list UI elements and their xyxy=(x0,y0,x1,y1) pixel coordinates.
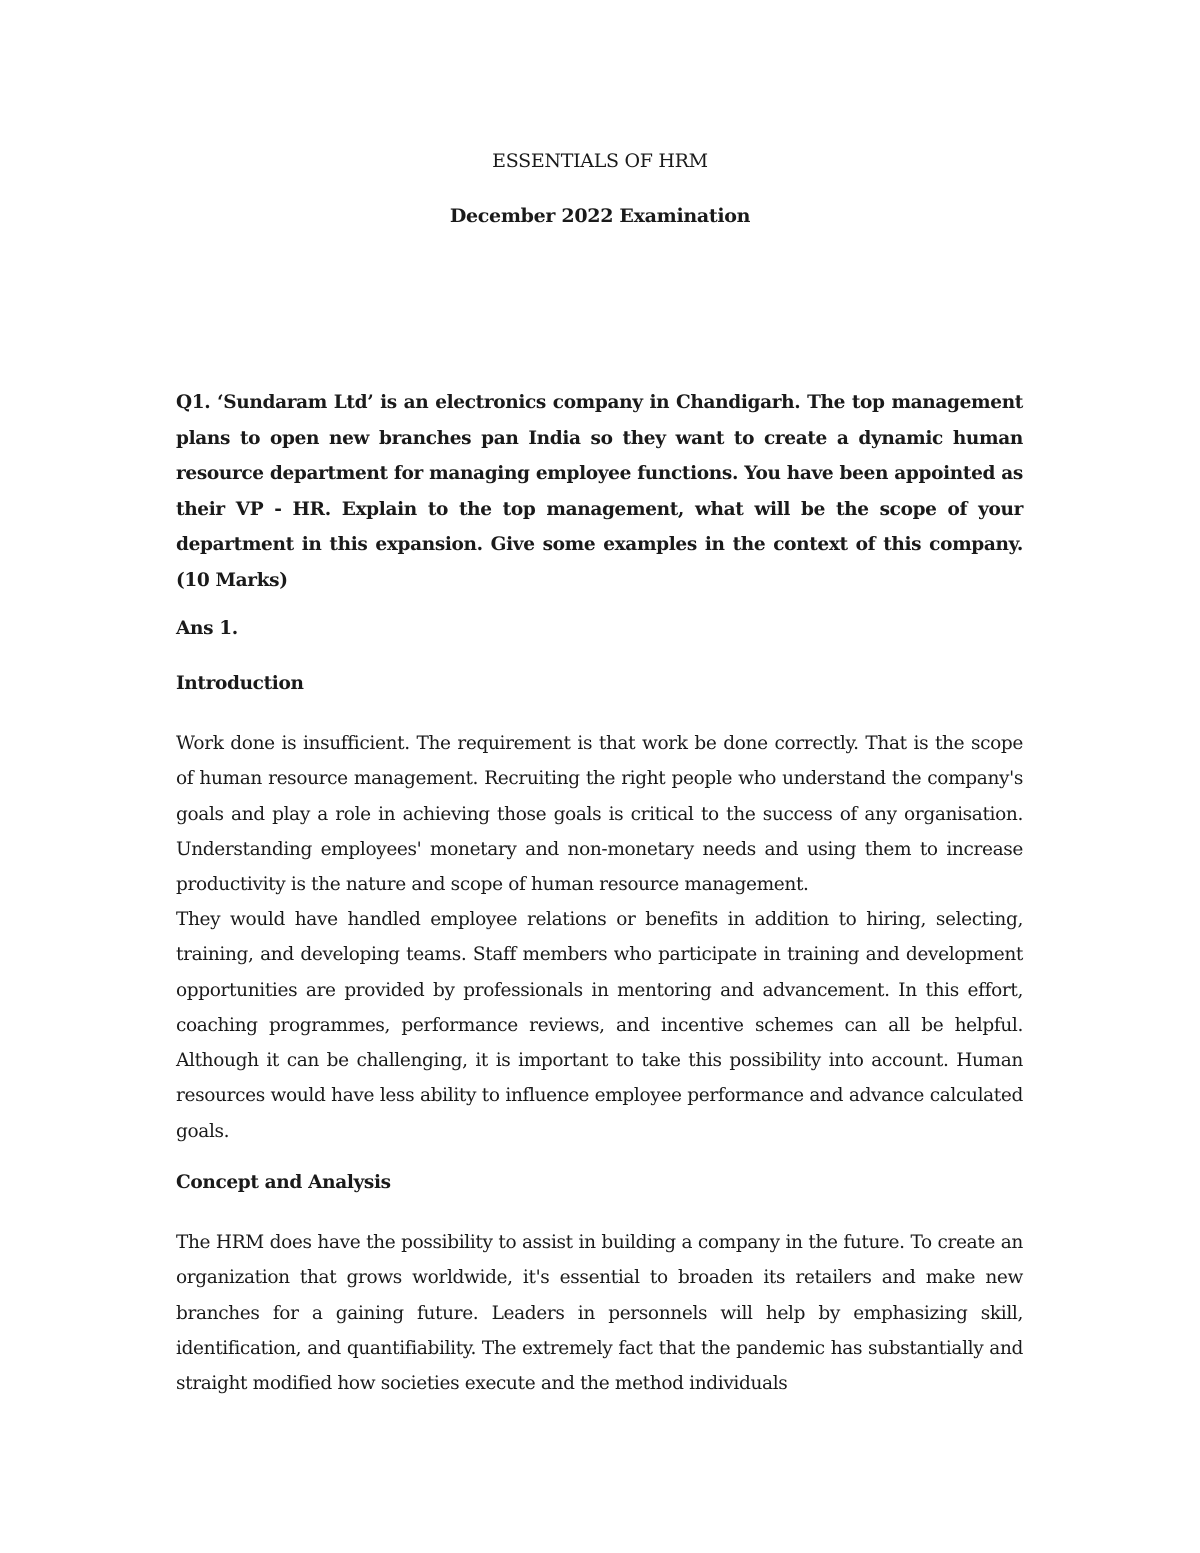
concept-paragraph: The HRM does have the possibility to assist in building a company in the future. To create an organization that grows worldwide, it's essential to broaden its retailers and make new branches for a gaining future. Leaders in personnels will help by emphasizing skill, identification, and quantifiability. The extremely fact that the pandemic has substantially and straight modified how societies execute and the method individuals xyxy=(176,1232,1023,1395)
introduction-paragraph-2: They would have handled employee relations or benefits in addition to hiring, selecting, training, and developing teams. Staff members who participate in training and development opportunities are provided by professionals in mentoring and advancement. In this effort, coaching programmes, performance reviews, and incentive schemes can all be helpful. Although it can be challenging, it is important to take this possibility into account. Human resources would have less ability to influence employee performance and advance calculated goals. xyxy=(176,909,1023,1142)
document-subtitle: December 2022 Examination xyxy=(449,205,751,227)
question-text: Q1. ‘Sundaram Ltd’ is an electronics company in Chandigarh. The top management plans to open new branches pan India so they want to create a dynamic human resource department for managing employee functions. You have been appointed as their VP - HR. Explain to the top management, what will be the scope of your department in this expansion. Give some examples in the context of this company. (10 Marks) xyxy=(176,392,1023,591)
introduction-paragraph-1: Work done is insufficient. The requirement is that work be done correctly. That is the scope of human resource management. Recruiting the right people who understand the company's goals and play a role in achieving those goals is critical to the success of any organisation. Understanding employees' monetary and non-monetary needs and using them to increase productivity is the nature and scope of human resource management. xyxy=(176,733,1023,896)
document-title: ESSENTIALS OF HRM xyxy=(492,150,708,172)
introduction-heading: Introduction xyxy=(176,673,304,694)
concept-heading: Concept and Analysis xyxy=(176,1172,391,1193)
answer-label: Ans 1. xyxy=(176,618,238,639)
